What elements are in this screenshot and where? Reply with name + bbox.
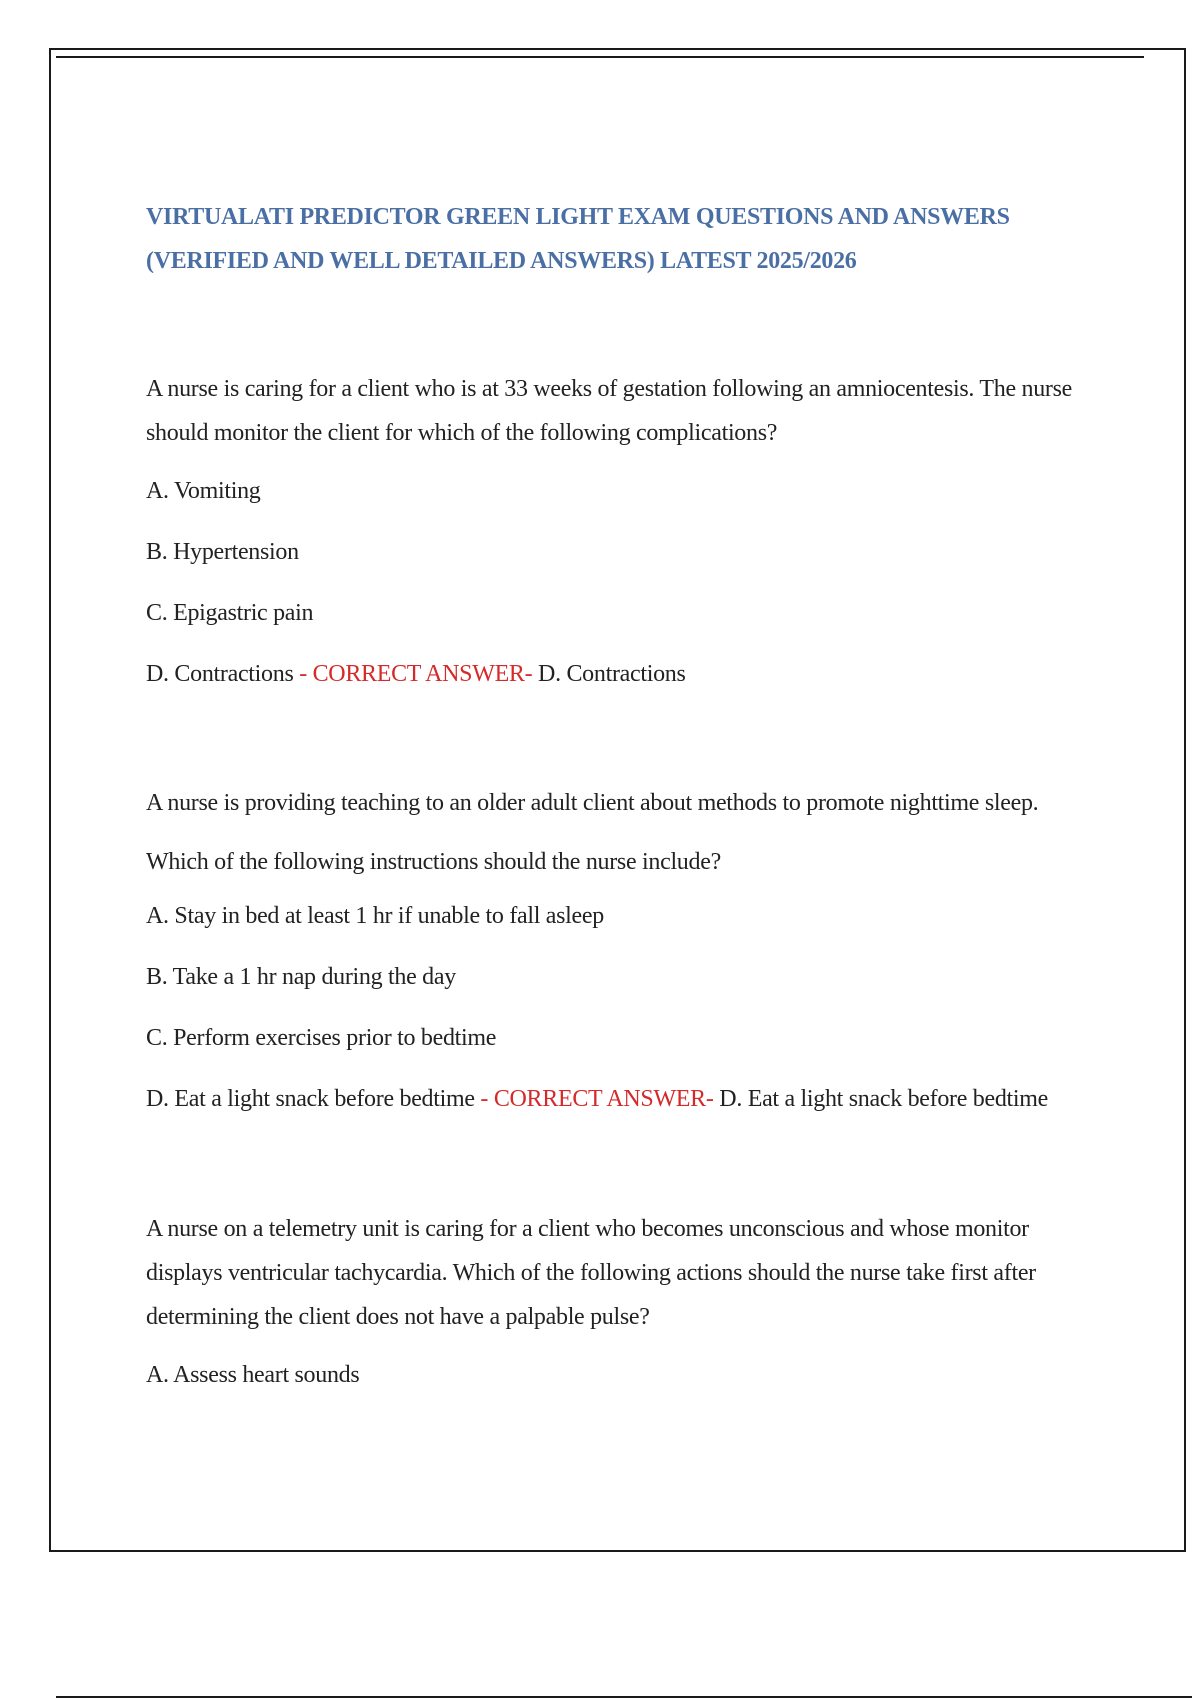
- option-d: D. Contractions: [146, 661, 294, 687]
- option-d: D. Eat a light snack before bedtime: [146, 1086, 475, 1112]
- option-c: C. Epigastric pain: [146, 600, 314, 626]
- page-bottom-rule: [56, 1696, 1192, 1698]
- correct-answer-marker: - CORRECT ANSWER-: [480, 1086, 714, 1112]
- question-stem: A nurse is caring for a client who is at 33 weeks of gestation following an amniocentesis. The nurse should monitor the client for which of the following complications?: [146, 376, 1072, 446]
- correct-answer-marker: - CORRECT ANSWER-: [299, 661, 533, 687]
- correct-answer-text: D. Eat a light snack before bedtime: [719, 1086, 1048, 1112]
- document-title-line1: VIRTUALATI PREDICTOR GREEN LIGHT EXAM QUESTIONS AND ANSWERS: [146, 204, 1010, 230]
- question-3: [146, 1207, 1096, 1397]
- option-d-with-answer: [146, 652, 1096, 696]
- question-stem: A nurse on a telemetry unit is caring for a client who becomes unconscious and whose monitor displays ventricular tachycardia. Which of the following actions should the nurse take first after determining the client does not have a palpable pulse?: [146, 1216, 1036, 1330]
- question-1: [146, 367, 1096, 696]
- page-top-rule: [56, 56, 1144, 58]
- correct-answer-text: D. Contractions: [538, 661, 686, 687]
- document-title: [146, 195, 1096, 283]
- option-c: C. Perform exercises prior to bedtime: [146, 1025, 497, 1051]
- option-a: A. Vomiting: [146, 478, 261, 504]
- option-a: A. Assess heart sounds: [146, 1362, 360, 1388]
- option-a: A. Stay in bed at least 1 hr if unable to fall asleep: [146, 903, 604, 929]
- document-title-line2: (VERIFIED AND WELL DETAILED ANSWERS) LATEST 2025/2026: [146, 248, 857, 274]
- question-2: [146, 774, 1096, 1121]
- document-body: [146, 195, 1096, 1414]
- option-d-with-answer: [146, 1077, 1096, 1121]
- option-b: B. Take a 1 hr nap during the day: [146, 964, 456, 990]
- option-b: B. Hypertension: [146, 539, 299, 565]
- question-stem: A nurse is providing teaching to an older adult client about methods to promote nighttime sleep. Which of the following instructions should the nurse include?: [146, 790, 1039, 875]
